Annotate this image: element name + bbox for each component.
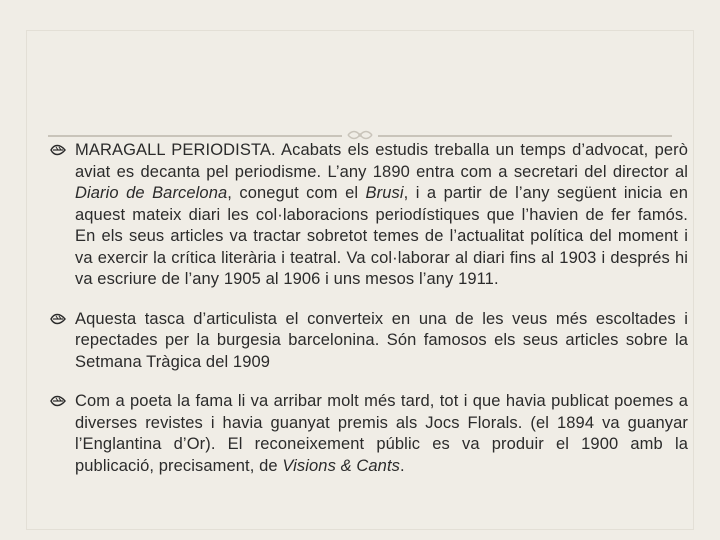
text-run: . xyxy=(400,456,405,475)
paragraph-text xyxy=(75,310,688,371)
leaf-ornament-icon xyxy=(50,394,66,408)
leaf-ornament-icon xyxy=(50,312,66,326)
leaf-ornament-icon xyxy=(50,143,66,157)
text-run: Aquesta tasca d’articulista el converteix en una de les veus més escoltades i repectades per la burgesia barcelonina. Són famosos els seus articles sobre la Setmana Tràgica del 1909 xyxy=(75,309,688,371)
book-title: Visions & Cants xyxy=(282,456,400,475)
newspaper-title: Diario de Barcelona xyxy=(75,184,228,202)
list-item xyxy=(48,309,688,374)
text-run: Com a poeta la fama li va arribar molt més tard, tot i que havia publicat poemes a diverses revistes i havia guanyat premis als Jocs Florals. (el 1894 va guanyar l’Englantina d’Or). El reconeixement públic es va produir el 1900 amb la publicació, precisament, de xyxy=(75,392,688,475)
text-run: , conegut com el xyxy=(227,184,366,202)
text-run: MARAGALL PERIODISTA. Acabats els estudis treballa un temps d’advocat, però aviat es decanta pel periodisme. L’any 1890 entra com a secretari del director al xyxy=(75,141,688,181)
text-run: , i a partir de l’any següent inicia en aquest mateix diari les col·laboracions periodístiques que l’havien de fer famós. En els seus articles va tractar sobretot temes de l’actualitat política del moment i va exercir la crítica literària i teatral. Va col·laborar al diari fins al 1903 i després hi va escriure de l’any 1905 al 1906 i uns mesos l’any 1911. xyxy=(75,184,688,288)
bullet-list xyxy=(48,140,688,495)
paragraph-text xyxy=(75,141,688,288)
newspaper-nickname: Brusi xyxy=(365,184,404,202)
list-item xyxy=(48,391,688,477)
paragraph-text xyxy=(75,392,688,475)
list-item xyxy=(48,140,688,291)
